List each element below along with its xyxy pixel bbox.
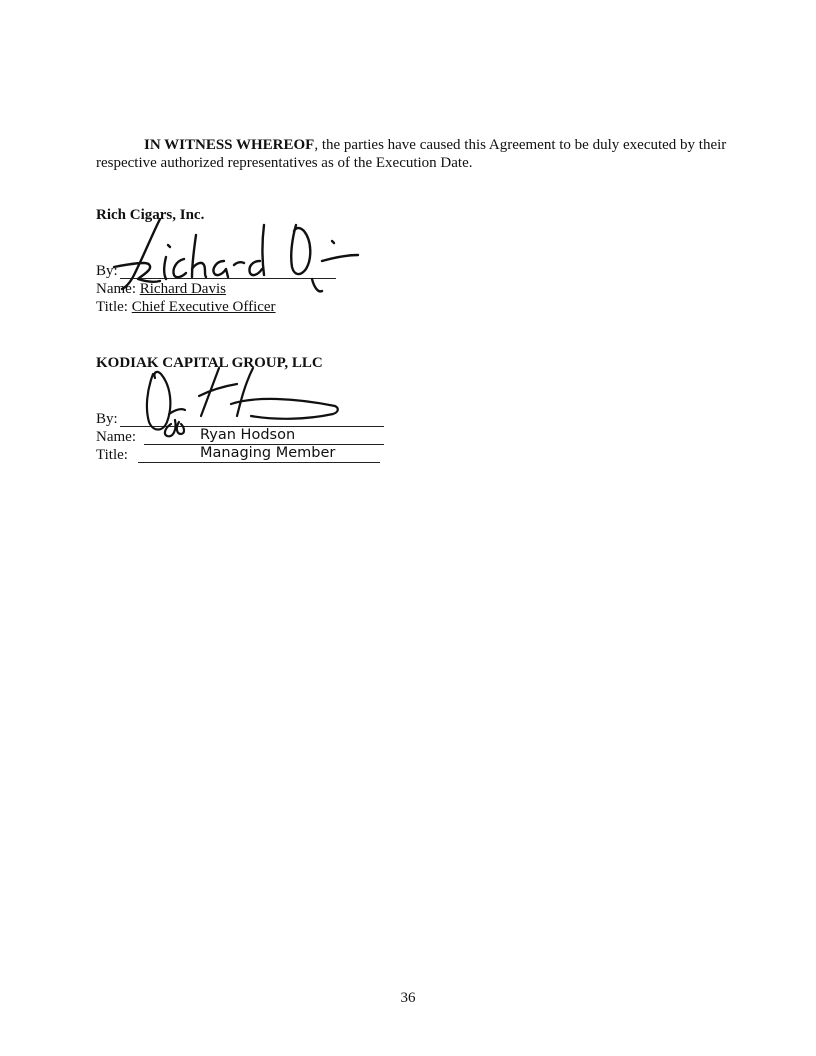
title-row xyxy=(96,298,276,316)
by-label: By: xyxy=(96,263,118,279)
company-name: KODIAK CAPITAL GROUP, LLC xyxy=(96,355,323,371)
name-label: Name: xyxy=(96,429,136,445)
title-label: Title: xyxy=(96,447,128,463)
witness-rest: , the parties have caused this Agreement to be duly executed by their respective authorized representatives as of the Execution Date. xyxy=(96,137,727,171)
name-value: Richard Davis xyxy=(139,281,226,297)
by-label: By: xyxy=(96,411,118,427)
title-line xyxy=(138,462,380,463)
handwritten-signature-ryan-hodson xyxy=(135,362,355,442)
handwritten-signature-richard-davis xyxy=(100,205,370,295)
title-value: Chief Executive Officer xyxy=(131,299,276,315)
company-name: Rich Cigars, Inc. xyxy=(96,207,205,223)
name-value: Ryan Hodson xyxy=(200,427,296,443)
witness-lead: IN WITNESS WHEREOF xyxy=(144,137,315,153)
name-label: Name: xyxy=(96,281,136,297)
title-value: Managing Member xyxy=(200,445,336,461)
page-number: 36 xyxy=(400,990,416,1006)
witness-paragraph xyxy=(96,136,728,172)
title-label: Title: xyxy=(96,299,128,315)
